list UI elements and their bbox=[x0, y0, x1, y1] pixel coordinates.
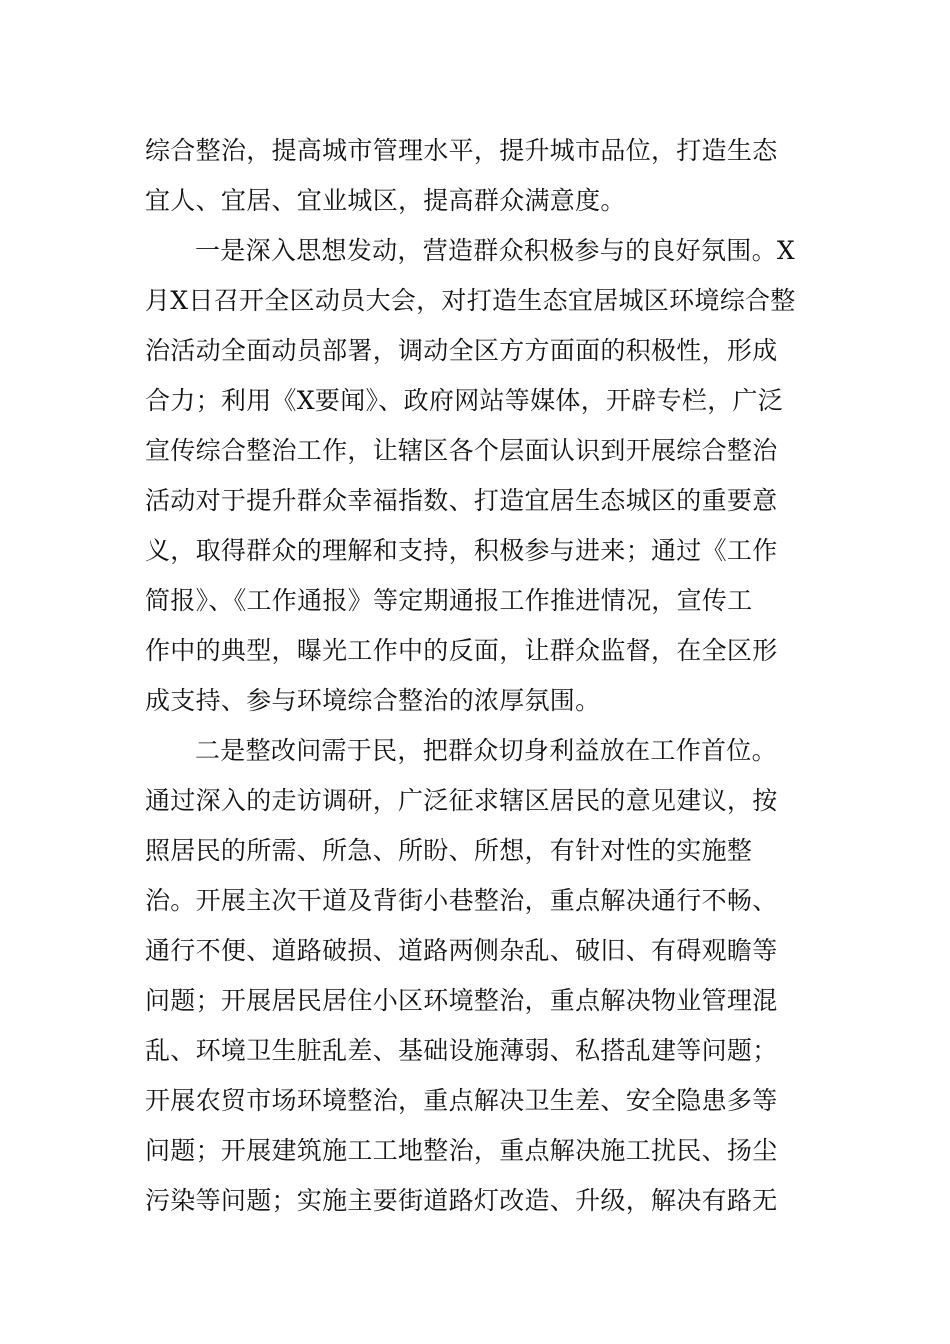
text-line: 污染等问题；实施主要街道路灯改造、升级，解决有路无 bbox=[145, 1186, 778, 1215]
text-line: 宜人、宜居、宜业城区，提高群众满意度。 bbox=[145, 186, 626, 215]
text-line: 乱、环境卫生脏乱差、基础设施薄弱、私搭乱建等问题； bbox=[145, 1036, 778, 1065]
paragraph-start-line: 一是深入思想发动，营造群众积极参与的良好氛围。X bbox=[195, 236, 795, 265]
text-line: 成支持、参与环境综合整治的浓厚氛围。 bbox=[145, 686, 601, 715]
text-line: 活动对于提升群众幸福指数、打造宜居生态城区的重要意 bbox=[145, 486, 778, 515]
text-line: 综合整治，提高城市管理水平，提升城市品位，打造生态 bbox=[145, 136, 778, 165]
text-line: 治活动全面动员部署，调动全区方方面面的积极性，形成 bbox=[145, 336, 778, 365]
text-line: 宣传综合整治工作，让辖区各个层面认识到开展综合整治 bbox=[145, 436, 778, 465]
text-line: 照居民的所需、所急、所盼、所想，有针对性的实施整 bbox=[145, 836, 753, 865]
text-line: 治。开展主次干道及背街小巷整治，重点解决通行不畅、 bbox=[145, 886, 778, 915]
text-line: 作中的典型，曝光工作中的反面，让群众监督，在全区形 bbox=[145, 636, 778, 665]
text-line: 月X日召开全区动员大会，对打造生态宜居城区环境综合整 bbox=[145, 286, 796, 315]
text-line: 简报》、《工作通报》等定期通报工作推进情况，宣传工 bbox=[145, 586, 753, 615]
text-line: 通过深入的走访调研，广泛征求辖区居民的意见建议，按 bbox=[145, 786, 778, 815]
text-line: 问题；开展建筑施工工地整治，重点解决施工扰民、扬尘 bbox=[145, 1136, 778, 1165]
text-line: 开展农贸市场环境整治，重点解决卫生差、安全隐患多等 bbox=[145, 1086, 778, 1115]
text-line: 合力；利用《X要闻》、政府网站等媒体，开辟专栏，广泛 bbox=[145, 386, 784, 415]
text-line: 义，取得群众的理解和支持，积极参与进来；通过《工作 bbox=[145, 536, 778, 565]
paragraph-start-line: 二是整改问需于民，把群众切身利益放在工作首位。 bbox=[195, 736, 777, 765]
document-body bbox=[145, 126, 810, 1226]
text-line: 通行不便、道路破损、道路两侧杂乱、破旧、有碍观瞻等 bbox=[145, 936, 778, 965]
text-line: 问题；开展居民居住小区环境整治，重点解决物业管理混 bbox=[145, 986, 778, 1015]
